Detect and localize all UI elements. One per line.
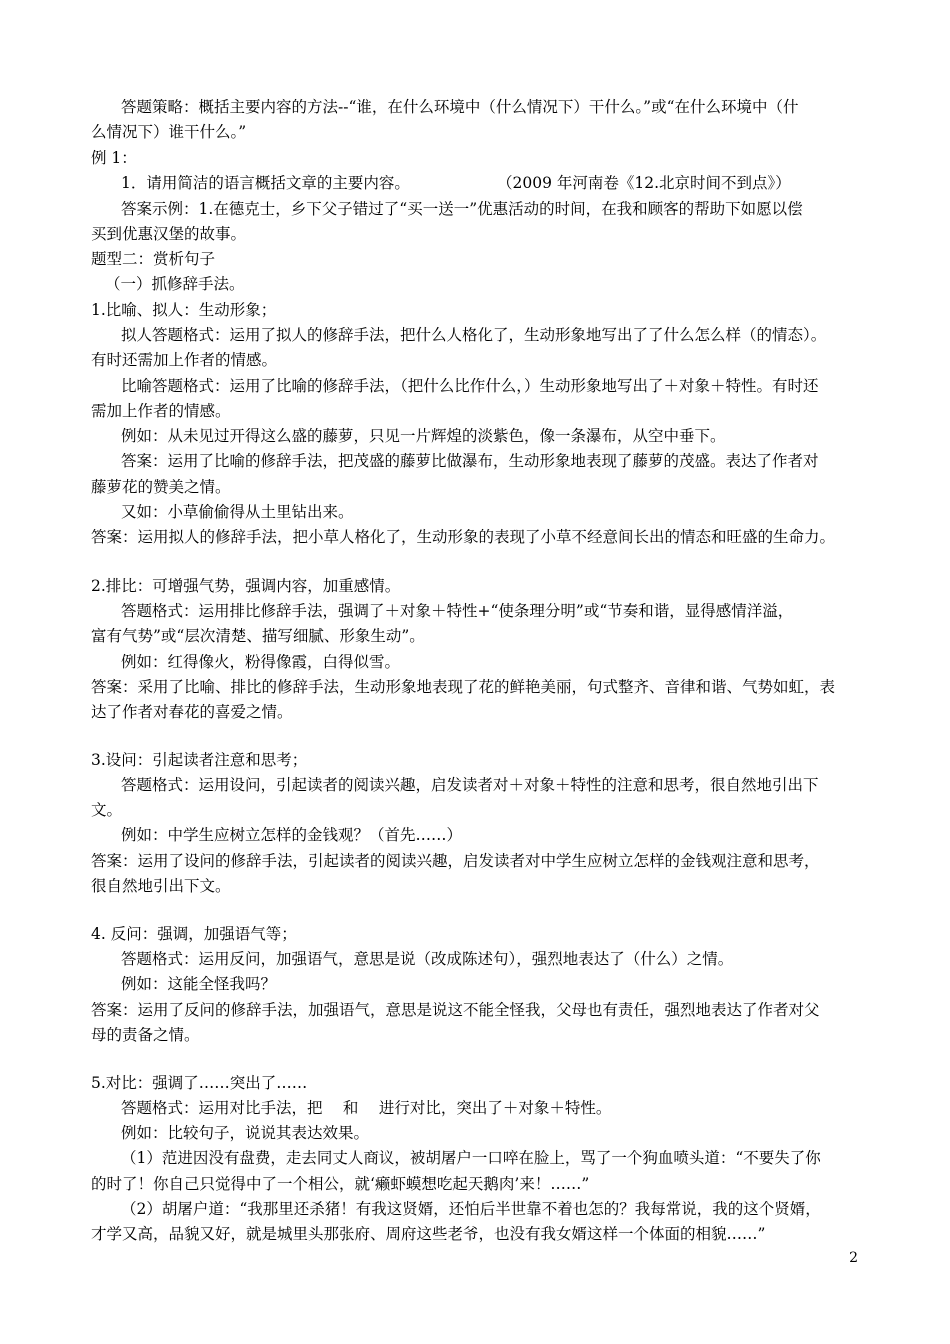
question-source: （2009 年河南卷《12.北京时间不到点》） — [497, 174, 791, 192]
section-heading-type-2: 题型二：赏析句子 — [91, 250, 216, 268]
rhetorical-question-answer-line-1: 答案：运用了设问的修辞手法，引起读者的阅读兴趣，启发读者对中学生应树立怎样的金钱观注意和思考， — [91, 852, 820, 870]
contrast-example: 例如：比较句子，说说其表达效果。 — [121, 1124, 370, 1142]
metaphor-example: 例如：从未见过开得这么盛的藤萝，只见一片辉煌的淡紫色，像一条瀑布，从空中垂下。 — [121, 427, 726, 445]
item-2-heading: 2.排比：可增强气势，强调内容，加重感情。 — [91, 577, 401, 595]
item-1-heading: 1.比喻、拟人：生动形象； — [91, 301, 277, 319]
personification-format-line-2: 有时还需加上作者的情感。 — [91, 351, 278, 369]
personification-example: 又如：小草偷偷得从土里钻出来。 — [121, 503, 354, 521]
item-5-heading: 5.对比：强调了……突出了…… — [91, 1074, 308, 1092]
question-1: 1．请用简洁的语言概括文章的主要内容。 — [121, 174, 410, 192]
metaphor-answer-line-2: 藤萝花的赞美之情。 — [91, 478, 231, 496]
strategy-line-2: 么情况下）谁干什么。” — [91, 123, 247, 141]
rhetorical-example: 例如：这能全怪我吗？ — [121, 975, 277, 993]
contrast-format: 答题格式：运用对比手法，把 和 进行对比，突出了＋对象＋特性。 — [121, 1099, 612, 1117]
parallelism-format-line-2: 富有气势”或“层次清楚、描写细腻、形象生动”。 — [91, 627, 425, 645]
parallelism-answer-line-2: 达了作者对春花的喜爱之情。 — [91, 703, 293, 721]
metaphor-format-line-2: 需加上作者的情感。 — [91, 402, 231, 420]
rhetorical-question-example: 例如：中学生应树立怎样的金钱观？（首先……） — [121, 826, 463, 844]
parallelism-answer-line-1: 答案：采用了比喻、排比的修辞手法，生动形象地表现了花的鲜艳美丽，句式整齐、音律和谐、气势如虹，表 — [91, 678, 836, 696]
metaphor-format-line-1: 比喻答题格式：运用了比喻的修辞手法，（把什么比作什么，）生动形象地写出了＋对象＋特性。有时还 — [121, 377, 819, 395]
rhetorical-answer-line-2: 母的责备之情。 — [91, 1026, 200, 1044]
item-4-heading: 4. 反问：强调，加强语气等； — [91, 925, 297, 943]
rhetorical-format: 答题格式：运用反问，加强语气，意思是说（改成陈述句），强烈地表达了（什么）之情。 — [121, 950, 734, 968]
contrast-sentence-2-line-1: （2）胡屠户道：“我那里还杀猪！有我这贤婿，还怕后半世靠不着也怎的？我每常说，我的这个贤婿， — [121, 1200, 821, 1218]
page-number: 2 — [849, 1250, 858, 1266]
personification-answer: 答案：运用拟人的修辞手法，把小草人格化了，生动形象的表现了小草不经意间长出的情态和旺盛的生命力。 — [91, 528, 836, 546]
contrast-sentence-2-line-2: 才学又高，品貌又好，就是城里头那张府、周府这些老爷，也没有我女婿这样一个体面的相貌……” — [91, 1225, 766, 1243]
contrast-sentence-1-line-1: （1）范进因没有盘费，走去同丈人商议，被胡屠户一口啐在脸上，骂了一个狗血喷头道：“不要失了你 — [121, 1149, 821, 1167]
subsection-heading-rhetoric: （一）抓修辞手法。 — [105, 275, 245, 293]
example-1-heading: 例 1： — [91, 149, 137, 167]
rhetorical-question-format-line-1: 答题格式：运用设问，引起读者的阅读兴趣，启发读者对＋对象＋特性的注意和思考，很自然地引出下 — [121, 776, 819, 794]
personification-format-line-1: 拟人答题格式：运用了拟人的修辞手法，把什么人格化了，生动形象地写出了了什么怎么样（的情态）。 — [121, 326, 827, 344]
contrast-sentence-1-line-2: 的时了！你自己只觉得中了一个相公，就‘癞虾蟆想吃起天鹅肉’来！……” — [91, 1175, 590, 1193]
strategy-line-1: 答题策略：概括主要内容的方法--“谁，在什么环境中（什么情况下）干什么。”或“在什么环境中（什 — [121, 98, 799, 116]
rhetorical-question-format-line-2: 文。 — [91, 801, 123, 819]
answer-example-line-2: 买到优惠汉堡的故事。 — [91, 225, 247, 243]
parallelism-example: 例如：红得像火，粉得像霞，白得似雪。 — [121, 653, 401, 671]
metaphor-answer-line-1: 答案：运用了比喻的修辞手法，把茂盛的藤萝比做瀑布，生动形象地表现了藤萝的茂盛。表达了作者对 — [121, 452, 819, 470]
rhetorical-answer-line-1: 答案：运用了反问的修辞手法，加强语气，意思是说这不能全怪我，父母也有责任，强烈地表达了作者对父 — [91, 1001, 820, 1019]
rhetorical-question-answer-line-2: 很自然地引出下文。 — [91, 877, 231, 895]
answer-example-line-1: 答案示例：1.在德克士，乡下父子错过了“买一送一”优惠活动的时间，在我和顾客的帮助下如愿以偿 — [121, 200, 803, 218]
item-3-heading: 3.设问：引起读者注意和思考； — [91, 751, 308, 769]
parallelism-format-line-1: 答题格式：运用排比修辞手法，强调了＋对象＋特性+“使条理分明”或“节奏和谐，显得感情洋溢， — [121, 602, 794, 620]
